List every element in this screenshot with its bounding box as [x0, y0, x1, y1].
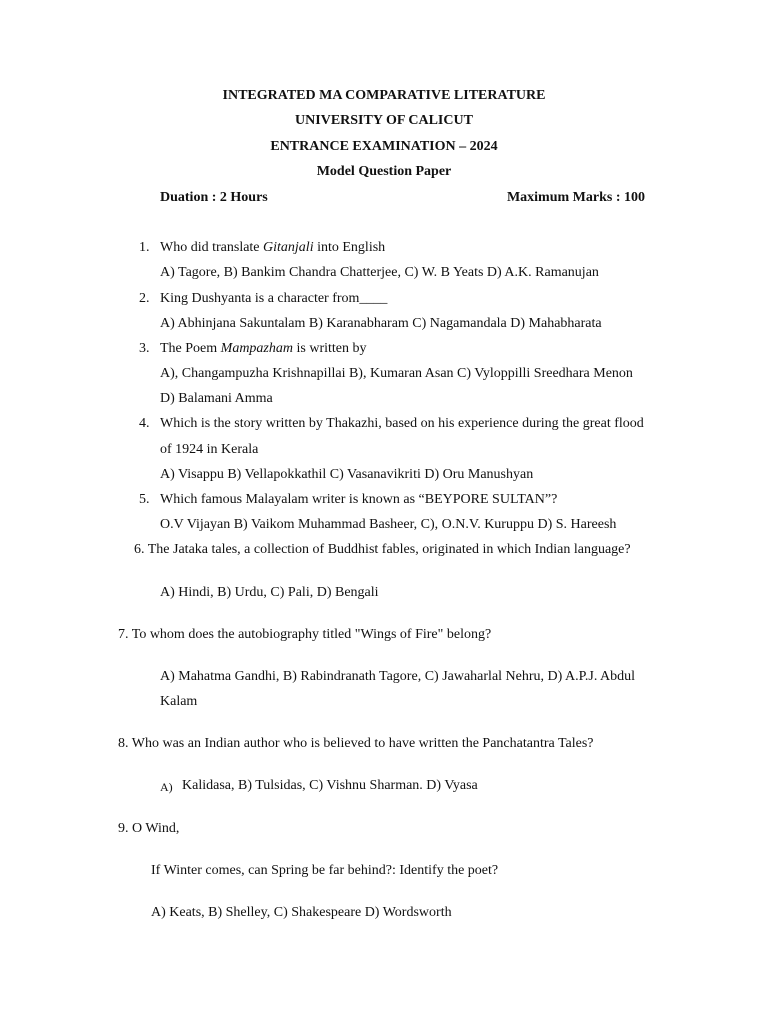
question-9-quote: If Winter comes, can Spring be far behind?: Identify the poet?: [151, 863, 499, 878]
question-7-text: 7. To whom does the autobiography titled "Wings of Fire" belong?: [118, 627, 492, 642]
question-5-options: O.V Vijayan B) Vaikom Muhammad Basheer, C), O.N.V. Kuruppu D) S. Hareesh: [160, 517, 617, 532]
question-3-options: A), Changampuzha Krishnapillai B), Kumaran Asan C) Vyloppilli Sreedhara Menon: [160, 366, 633, 381]
question-1-text: Who did translate Gitanjali into English: [160, 240, 386, 255]
question-3-text: The Poem Mampazham is written by: [160, 341, 367, 356]
question-3-options-continued: D) Balamani Amma: [160, 391, 273, 406]
question-9-options: A) Keats, B) Shelley, C) Shakespeare D) Wordsworth: [151, 905, 452, 920]
max-marks-label: Maximum Marks : 100: [506, 190, 645, 205]
question-8-option-marker: A): [160, 780, 173, 794]
question-2-number: 2.: [139, 291, 150, 306]
question-7-options: A) Mahatma Gandhi, B) Rabindranath Tagore, C) Jawaharlal Nehru, D) A.P.J. Abdul: [160, 669, 636, 684]
question-1-number: 1.: [139, 240, 150, 255]
question-4-options: A) Visappu B) Vellapokkathil C) Vasanavikriti D) Oru Manushyan: [160, 467, 534, 482]
question-5-number: 5.: [139, 492, 150, 507]
question-4-number: 4.: [139, 416, 150, 431]
paper-subtitle: Model Question Paper: [316, 164, 452, 179]
program-title: INTEGRATED MA COMPARATIVE LITERATURE: [222, 88, 546, 103]
question-2-options: A) Abhinjana Sakuntalam B) Karanabharam C) Nagamandala D) Mahabharata: [160, 316, 602, 331]
duration-label: Duation : 2 Hours: [160, 190, 268, 205]
question-8-options: Kalidasa, B) Tulsidas, C) Vishnu Sharman. D) Vyasa: [182, 778, 478, 793]
question-6-text: 6. The Jataka tales, a collection of Buddhist fables, originated in which Indian language?: [134, 542, 631, 557]
question-3-number: 3.: [139, 341, 150, 356]
university-name: UNIVERSITY OF CALICUT: [295, 113, 473, 128]
question-8-text: 8. Who was an Indian author who is believed to have written the Panchatantra Tales?: [118, 736, 594, 751]
question-2-text: King Dushyanta is a character from____: [160, 291, 388, 306]
question-1-options: A) Tagore, B) Bankim Chandra Chatterjee, C) W. B Yeats D) A.K. Ramanujan: [160, 265, 599, 280]
question-4-text: Which is the story written by Thakazhi, based on his experience during the great flood: [160, 416, 644, 431]
exam-title: ENTRANCE EXAMINATION – 2024: [270, 139, 498, 154]
question-5-text: Which famous Malayalam writer is known as “BEYPORE SULTAN”?: [160, 492, 558, 507]
question-9-text: 9. O Wind,: [118, 821, 180, 836]
question-4-text-continued: of 1924 in Kerala: [160, 442, 259, 457]
question-7-options-continued: Kalam: [160, 694, 198, 709]
question-6-options: A) Hindi, B) Urdu, C) Pali, D) Bengali: [160, 585, 379, 600]
